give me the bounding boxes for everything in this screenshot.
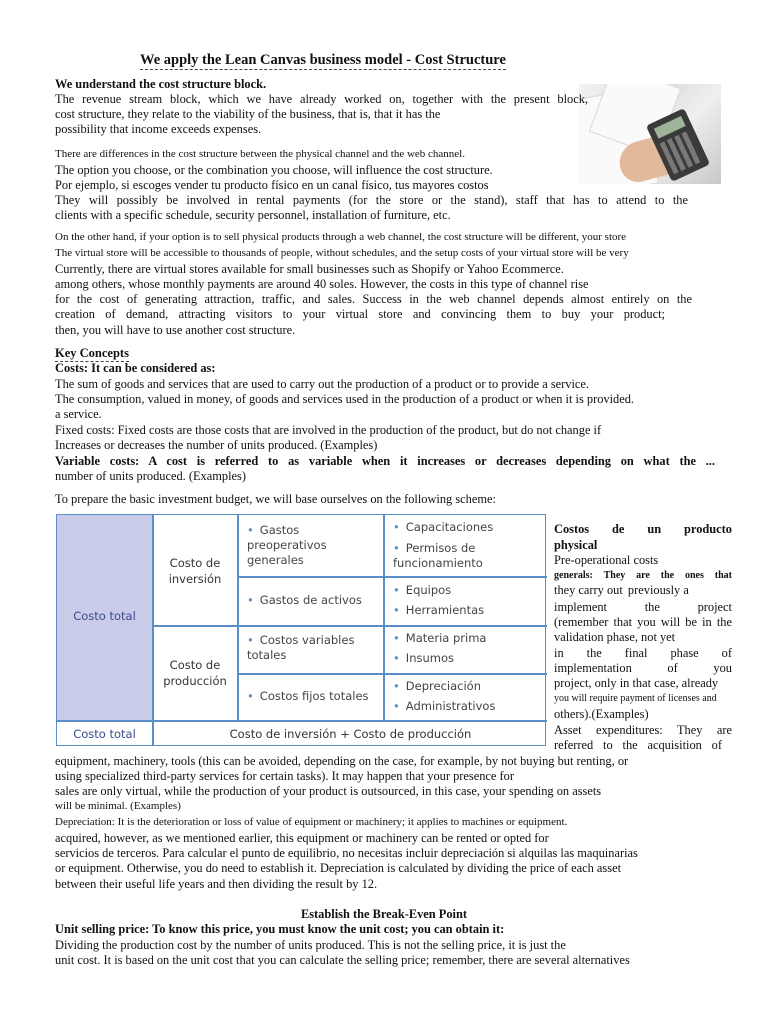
table-item: Equipos	[405, 583, 452, 597]
side-line: others).(Examples)	[554, 707, 649, 721]
side-line: implementation of you	[554, 661, 732, 675]
table-item: Capacitaciones	[405, 520, 494, 534]
paragraph-line: among others, whose monthly payments are around 40 soles. However, the costs in this type of channel rise	[55, 277, 589, 291]
paragraph-line: equipment, machinery, tools (this can be avoided, depending on the case, for example, by not buying but renting, or	[55, 754, 629, 768]
paragraph-line: acquired, however, as we mentioned earlier, this equipment or machinery can be rented or opted for	[55, 831, 549, 845]
paragraph-line: number of units produced. (Examples)	[55, 469, 246, 483]
bullet-icon: •	[247, 633, 254, 647]
paragraph-line: The sum of goods and services that are used to carry out the production of a product or to provide a service.	[55, 377, 590, 391]
table-item: Gastos de activos	[259, 593, 362, 607]
paragraph-line: sales are only virtual, while the production of your product is outsourced, in this case, your spending on assets	[55, 784, 602, 798]
side-line: implement the project	[554, 600, 732, 614]
bullet-icon: •	[393, 699, 400, 713]
produccion-label: Costo de producción	[163, 658, 227, 688]
side-line: they carry out previously a	[554, 583, 689, 597]
paragraph-line: The consumption, valued in money, of goods and services used in the production of a product or when it is provided.	[55, 392, 635, 406]
section-heading: We understand the cost structure block.	[55, 77, 267, 91]
paragraph-line: To prepare the basic investment budget, we will base ourselves on the following scheme:	[55, 492, 496, 506]
paragraph-line: They will possibly be involved in rental payments (for the store or the stand), staff that has to attend to the	[55, 193, 688, 207]
bullet-icon: •	[247, 523, 254, 537]
paragraph-line: Depreciation: It is the deterioration or loss of value of equipment or machinery; it applies to machines or equipment.	[55, 816, 568, 828]
table-item: Costos fijos totales	[259, 689, 369, 703]
side-heading: Costos de un producto	[554, 522, 732, 536]
key-concepts-heading: Key Concepts	[55, 346, 129, 360]
paragraph-line: possibility that income exceeds expenses.	[55, 122, 262, 136]
paragraph-line: The virtual store will be accessible to thousands of people, without schedules, and the setup costs of your virtual store will be very	[55, 247, 629, 259]
page-title: We apply the Lean Canvas business model - Cost Structure	[140, 52, 506, 68]
bullet-icon: •	[393, 679, 400, 693]
section-heading: Establish the Break-Even Point	[300, 907, 468, 921]
footer-costo-total: Costo total	[73, 727, 136, 741]
side-line: project, only in that case, already	[554, 676, 719, 690]
table-item: Herramientas	[405, 603, 485, 617]
paragraph-line: or equipment. Otherwise, you do need to establish it. Depreciation is calculated by dividing the price of each asset	[55, 861, 622, 875]
paragraph-line: Dividing the production cost by the number of units produced. This is not the selling price, it is just the	[55, 938, 566, 952]
bullet-icon: •	[393, 520, 400, 534]
costs-heading: Costs: It can be considered as:	[55, 361, 216, 375]
paragraph-line: will be minimal. (Examples)	[55, 800, 181, 812]
paragraph-line: On the other hand, if your option is to sell physical products through a web channel, the cost structure will be different, your store	[55, 231, 627, 243]
bullet-icon: •	[393, 583, 400, 597]
side-line: referred to the acquisition of	[554, 738, 722, 752]
paragraph-line: servicios de terceros. Para calcular el punto de equilibrio, no necesitas incluir depreciación si alquilas las maquinarias	[55, 846, 638, 860]
footer-formula: Costo de inversión + Costo de producción	[229, 727, 472, 741]
paragraph-line: Currently, there are virtual stores available for small businesses such as Shopify or Yahoo Ecommerce.	[55, 262, 564, 276]
calculator-photo	[579, 84, 721, 184]
inversion-label: Costo de inversión	[168, 556, 222, 586]
paragraph-line: Variable costs: A cost is referred to as variable when it increases or decreases depending on what the ...	[55, 454, 715, 468]
bullet-icon: •	[247, 593, 254, 607]
side-line: validation phase, not yet	[554, 630, 676, 644]
paragraph-line: creation of demand, attracting visitors to your virtual store and convincing them to buy your product;	[55, 307, 665, 321]
bullet-icon: •	[393, 651, 400, 665]
side-line: generals: They are the ones that	[554, 570, 732, 581]
paragraph-line: then, you will have to use another cost structure.	[55, 323, 296, 337]
paragraph-line: Increases or decreases the number of units produced. (Examples)	[55, 438, 378, 452]
table-item: Costos variables totales	[247, 633, 355, 662]
table-item: Insumos	[405, 651, 454, 665]
side-line: you will require payment of licenses and	[554, 693, 717, 704]
side-line: Pre-operational costs	[554, 553, 659, 567]
table-item: Depreciación	[405, 679, 481, 693]
paragraph-line: between their useful life years and then dividing the result by 12.	[55, 877, 378, 891]
paragraph-line: cost structure, they relate to the viability of the business, that is, that it has the	[55, 107, 441, 121]
paragraph-line: Por ejemplo, si escoges vender tu producto físico en un canal físico, tus mayores costos	[55, 178, 489, 192]
bullet-icon: •	[393, 631, 400, 645]
side-line: Asset expenditures: They are	[554, 723, 732, 737]
paragraph-line: unit cost. It is based on the unit cost that you can calculate the selling price; remember, there are several alternatives	[55, 953, 630, 967]
paragraph-line: Fixed costs: Fixed costs are those costs that are involved in the production of the product, but do not change if	[55, 423, 602, 437]
bullet-icon: •	[247, 689, 254, 703]
table-item: Administrativos	[405, 699, 496, 713]
table-item: Permisos de funcionamiento	[393, 541, 483, 570]
paragraph-line: a service.	[55, 407, 102, 421]
paragraph-line: for the cost of generating attraction, traffic, and sales. Success in the web channel depends almost entirely on the	[55, 292, 692, 306]
side-line: in the final phase of	[554, 646, 732, 660]
paragraph-line: There are differences in the cost structure between the physical channel and the web channel.	[55, 148, 465, 160]
bullet-icon: •	[393, 541, 400, 555]
table-item: Gastos preoperativos generales	[247, 523, 327, 567]
bullet-icon: •	[393, 603, 400, 617]
paragraph-line: using specialized third-party services for certain tasks). It may happen that your presence for	[55, 769, 514, 783]
paragraph-line: clients with a specific schedule, security personnel, installation of furniture, etc.	[55, 208, 451, 222]
paragraph-line: Unit selling price: To know this price, you must know the unit cost; you can obtain it:	[55, 922, 505, 936]
side-line: (remember that you will be in the	[554, 615, 732, 629]
side-heading: physical	[554, 538, 598, 552]
cost-structure-table	[56, 514, 546, 746]
table-item: Materia prima	[405, 631, 487, 645]
costo-total-label: Costo total	[73, 609, 136, 623]
paragraph-line: The option you choose, or the combination you choose, will influence the cost structure.	[55, 163, 493, 177]
paragraph-line: The revenue stream block, which we have already worked on, together with the present block,	[55, 92, 588, 106]
